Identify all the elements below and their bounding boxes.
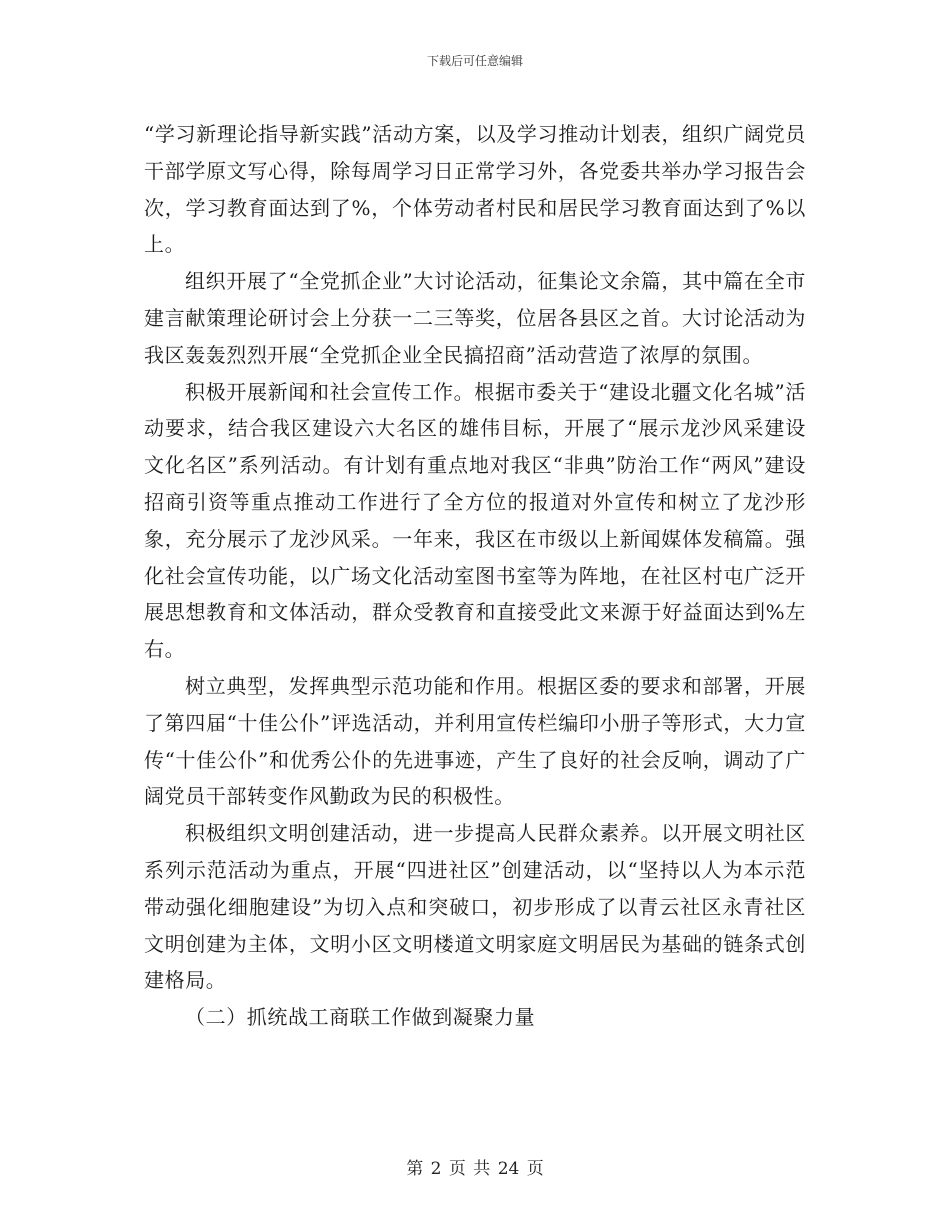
paragraph: 积极开展新闻和社会宣传工作。根据市委关于“建设北疆文化名城”活动要求，结合我区建设六大名区的雄伟目标，开展了“展示龙沙风采建设文化名区”系列活动。有计划有重点地对我区“非典”防治工作“两风”建设招商引资等重点推动工作进行了全方位的报道对外宣传和树立了龙沙形象，充分展示了龙沙风采。一年来，我区在市级以上新闻媒体发稿篇。强化社会宣传功能，以广场文化活动室图书室等为阵地，在社区村屯广泛开展思想教育和文体活动，群众受教育和直接受此文来源于好益面达到%左右。 [144, 379, 806, 662]
paragraph: 积极组织文明创建活动，进一步提高人民群众素养。以开展文明社区系列示范活动为重点，开展“四进社区”创建活动，以“坚持以人为本示范带动强化细胞建设”为切入点和突破口，初步形成了以青云社区永青社区文明创建为主体，文明小区文明楼道文明家庭文明居民为基础的链条式创建格局。 [144, 821, 806, 993]
paragraph-continuation: “学习新理论指导新实践”活动方案，以及学习推动计划表，组织广阔党员干部学原文写心得，除每周学习日正常学习外，各党委共举办学习报告会次，学习教育面达到了%，个体劳动者村民和居民学习教育面达到了%以上。 [144, 122, 806, 257]
page-header-note: 下载后可任意编辑 [426, 54, 523, 68]
section-heading: （二）抓统战工商联工作做到凝聚力量 [185, 1005, 536, 1030]
page-number-footer: 第 2 页 共 24 页 [406, 1159, 544, 1179]
document-body [144, 116, 806, 1036]
paragraph: 树立典型，发挥典型示范功能和作用。根据区委的要求和部署，开展了第四届“十佳公仆”评选活动，并利用宣传栏编印小册子等形式，大力宣传“十佳公仆”和优秀公仆的先进事迹，产生了良好的社会反响，调动了广阔党员干部转变作风勤政为民的积极性。 [144, 673, 806, 809]
paragraph: 组织开展了“全党抓企业”大讨论活动，征集论文余篇，其中篇在全市建言献策理论研讨会上分获一二三等奖，位居各县区之首。大讨论活动为我区轰轰烈烈开展“全党抓企业全民搞招商”活动营造了浓厚的氛围。 [144, 269, 806, 367]
